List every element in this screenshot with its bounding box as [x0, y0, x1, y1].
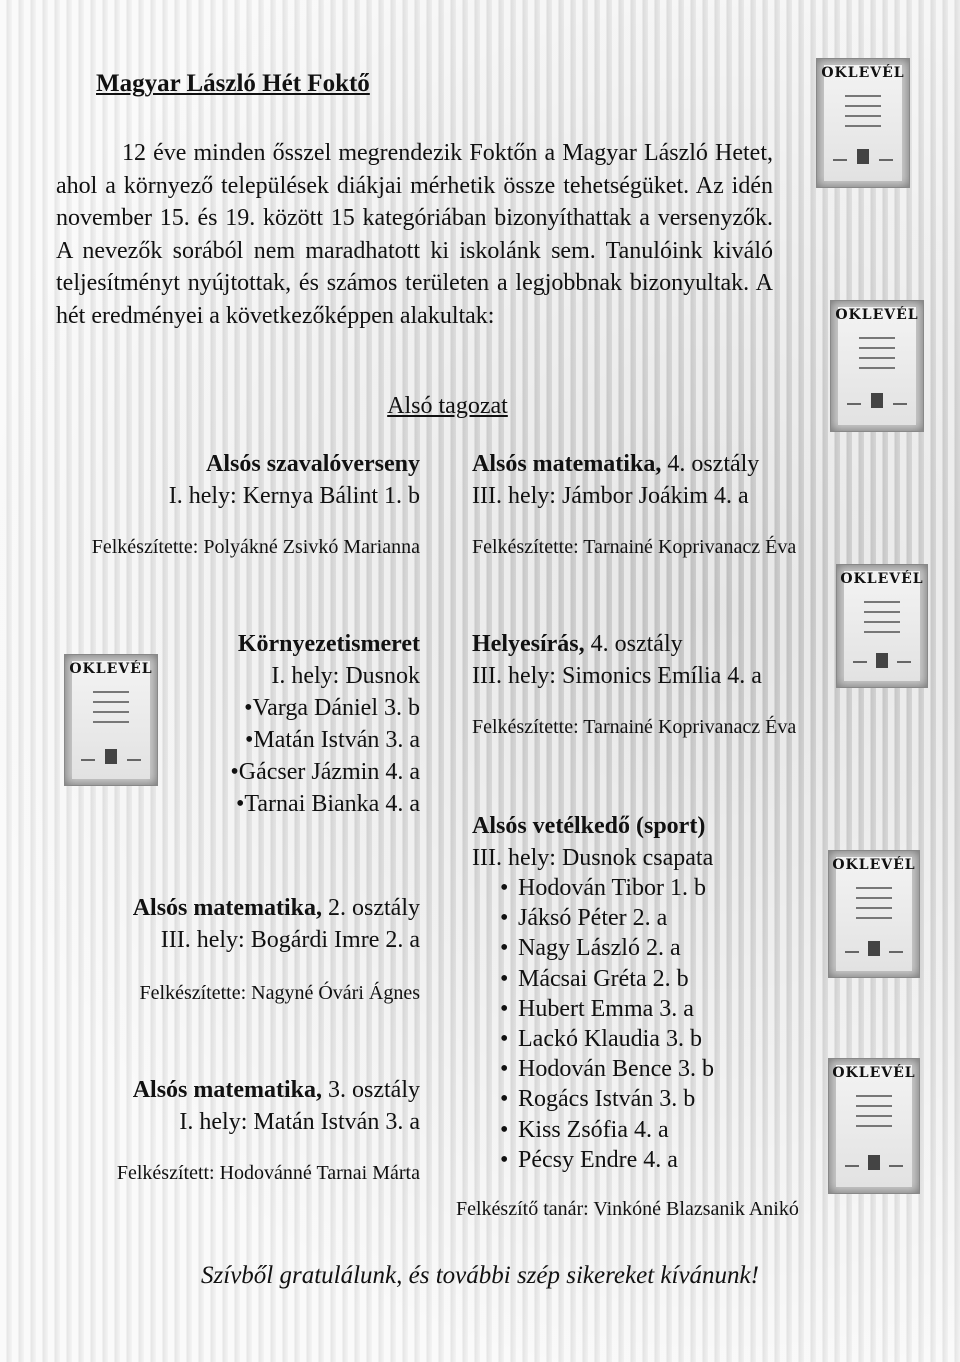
- szavalo-heading: Alsós szavalóverseny: [206, 451, 420, 477]
- closing-message: Szívből gratulálunk, és további szép sikereket kívánunk!: [201, 1262, 759, 1289]
- matek4-result: III. hely: Jámbor Joákim 4. a: [472, 483, 749, 509]
- intro-text: 12 éve minden ősszel megrendezik Foktőn a Magyar László Hetet, ahol a környező települések diákjai mérhetik össze tehetségüket. Az idén november 15. és 19. között 15 kategóriában bizonyíthattak a versenyzők. A nevezők sorából nem maradhatott ki iskolánk sem. Tanulóink kiváló teljesítményt nyújtottak, és számos területen a legjobbnak bizonyultak. A hét eredményei a következőképpen alakultak:: [56, 140, 773, 329]
- certificate-title: OKLEVÉL: [840, 571, 924, 587]
- list-item: • Hodován Bence 3. b: [500, 1054, 714, 1084]
- matek3-result: I. hely: Matán István 3. a: [179, 1109, 420, 1135]
- list-item: • Matán István 3. a: [221, 724, 420, 756]
- szavalo-result: I. hely: Kernya Bálint 1. b: [168, 483, 420, 509]
- matek4-block: [472, 448, 759, 512]
- matek2-heading-grade: 2. osztály: [322, 895, 420, 921]
- certificate-image-1: [816, 58, 910, 188]
- list-item: • Hubert Emma 3. a: [500, 994, 714, 1024]
- helyesiras-block: [472, 628, 762, 692]
- list-item: • Mácsai Gréta 2. b: [500, 964, 714, 994]
- vetelkedo-heading: Alsós vetélkedő (sport): [472, 813, 706, 839]
- certificate-title: OKLEVÉL: [835, 307, 919, 323]
- list-item: • Rogács István 3. b: [500, 1084, 714, 1114]
- matek3-block: [133, 1074, 420, 1138]
- certificate-image-4: [64, 654, 158, 786]
- page-title: Magyar László Hét Foktő: [96, 70, 370, 97]
- section-title: Alsó tagozat: [387, 393, 508, 419]
- szavalo-block: [169, 448, 420, 512]
- certificate-image-6: [828, 1058, 920, 1194]
- matek3-heading-grade: 3. osztály: [322, 1077, 420, 1103]
- kornyezet-block: [221, 628, 420, 820]
- list-item: • Pécsy Endre 4. a: [500, 1145, 714, 1175]
- szavalo-teacher: Felkészítette: Polyákné Zsivkó Marianna: [91, 536, 420, 558]
- vetelkedo-block: [472, 810, 713, 874]
- vetelkedo-result: III. hely: Dusnok csapata: [472, 845, 714, 871]
- helyesiras-teacher: Felkészítette: Tarnainé Koprivanacz Éva: [472, 716, 797, 738]
- certificate-title: OKLEVÉL: [832, 1065, 916, 1081]
- kornyezet-heading: Környezetismeret: [237, 631, 420, 657]
- matek2-heading-bold: Alsós matematika,: [132, 895, 323, 921]
- certificate-title: OKLEVÉL: [69, 661, 153, 677]
- certificate-image-3: [836, 564, 928, 688]
- list-item: • Kiss Zsófia 4. a: [500, 1115, 714, 1145]
- matek4-heading-bold: Alsós matematika,: [472, 451, 662, 477]
- list-item: • Lackó Klaudia 3. b: [500, 1024, 714, 1054]
- matek4-teacher: Felkészítette: Tarnainé Koprivanacz Éva: [472, 536, 797, 558]
- matek2-result: III. hely: Bogárdi Imre 2. a: [160, 927, 420, 953]
- matek2-block: [133, 892, 420, 956]
- list-item: • Jáksó Péter 2. a: [500, 903, 714, 933]
- list-item: • Hodován Tibor 1. b: [500, 873, 714, 903]
- helyesiras-result: III. hely: Simonics Emília 4. a: [472, 663, 762, 689]
- matek2-teacher: Felkészítette: Nagyné Óvári Ágnes: [139, 982, 420, 1004]
- list-item: • Gácser Jázmin 4. a: [221, 756, 420, 788]
- vetelkedo-team-list: [500, 873, 714, 1175]
- certificate-title: OKLEVÉL: [832, 857, 916, 873]
- list-item: • Tarnai Bianka 4. a: [221, 788, 420, 820]
- list-item: • Nagy László 2. a: [500, 933, 714, 963]
- vetelkedo-teacher: Felkészítő tanár: Vinkóné Blazsanik Anikó: [456, 1198, 799, 1220]
- matek4-heading-grade: 4. osztály: [661, 451, 760, 477]
- intro-paragraph: [56, 137, 773, 332]
- certificate-image-5: [828, 850, 920, 978]
- certificate-title: OKLEVÉL: [821, 65, 905, 81]
- helyesiras-heading-grade: 4. osztály: [584, 631, 683, 657]
- matek3-heading-bold: Alsós matematika,: [132, 1077, 323, 1103]
- kornyezet-result: I. hely: Dusnok: [271, 663, 420, 689]
- helyesiras-heading-bold: Helyesírás,: [472, 631, 585, 657]
- list-item: • Varga Dániel 3. b: [221, 692, 420, 724]
- matek3-teacher: Felkészített: Hodovánné Tarnai Márta: [116, 1162, 420, 1184]
